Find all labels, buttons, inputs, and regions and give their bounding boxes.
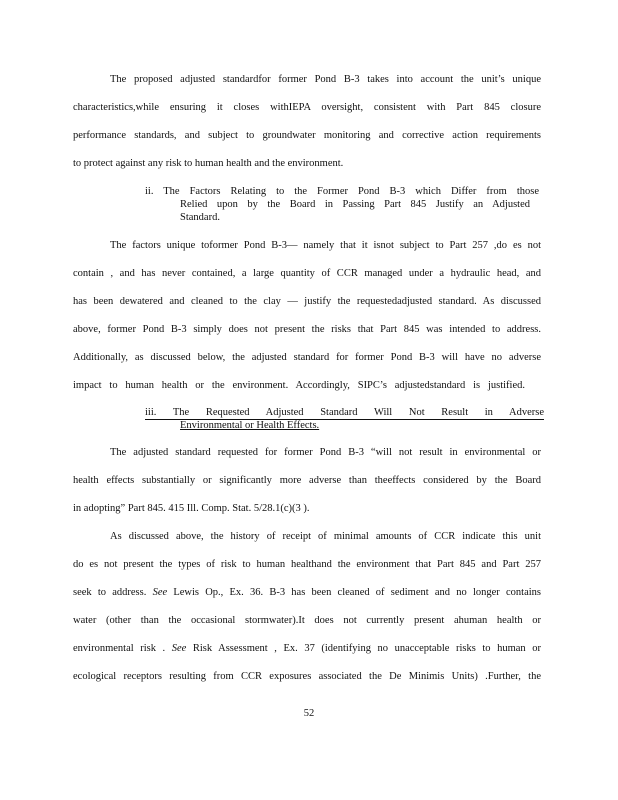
section-heading-iii-text: iii. The Requested Adjusted Standard Will Not Result in Adverse <box>145 407 544 418</box>
paragraph-1-line: characteristics,while ensuring it closes withIEPA oversight, consistent with Part 845 closure <box>73 102 541 113</box>
paragraph-2-line: impact to human health or the environment. Accordingly, SIPC’s adjustedstandard is justified. <box>73 380 525 391</box>
paragraph-2-line: has been dewatered and cleaned to the clay — justify the requestedadjusted standard. As discussed <box>73 296 541 307</box>
paragraph-2-line: The factors unique toformer Pond B-3— namely that it isnot subject to Part 257 ,do es not <box>110 240 541 251</box>
section-heading-iii: Environmental or Health Effects. <box>180 420 320 431</box>
section-heading-iii <box>145 407 544 420</box>
paragraph-4-line: seek to address. See Lewis Op., Ex. 36. B-3 has been cleaned of sediment and no longer contains <box>73 587 541 598</box>
section-heading-ii: ii. The Factors Relating to the Former Pond B-3 which Differ from those <box>145 186 539 197</box>
paragraph-4-line: ecological receptors resulting from CCR exposures associated the De Minimis Units) .Further, the <box>73 671 541 682</box>
paragraph-3-line: health effects substantially or significantly more adverse than theeffects considered by the Board <box>73 475 541 486</box>
paragraph-4-line: water (other than the occasional stormwater).It does not currently present ahuman health or <box>73 615 541 626</box>
section-heading-ii: Relied upon by the Board in Passing Part 845 Justify an Adjusted <box>180 199 530 210</box>
paragraph-1-line: The proposed adjusted standardfor former Pond B-3 takes into account the unit’s unique <box>110 74 541 85</box>
page-number: 52 <box>303 708 315 719</box>
paragraph-3-line: in adopting” Part 845. 415 Ill. Comp. Stat. 5/28.1(c)(3 ). <box>73 503 310 514</box>
paragraph-1-line: performance standards, and subject to groundwater monitoring and corrective action requirements <box>73 130 541 141</box>
paragraph-2-line: Additionally, as discussed below, the adjusted standard for former Pond B-3 will have no adverse <box>73 352 541 363</box>
paragraph-4-line: As discussed above, the history of receipt of minimal amounts of CCR indicate this unit <box>110 531 541 542</box>
paragraph-4-line: do es not present the types of risk to human healthand the environment that Part 845 and Part 257 <box>73 559 541 570</box>
paragraph-4-line: environmental risk . See Risk Assessment , Ex. 37 (identifying no unacceptable risks to human or <box>73 643 541 654</box>
section-heading-ii: Standard. <box>180 212 220 223</box>
paragraph-3-line: The adjusted standard requested for former Pond B-3 “will not result in environmental or <box>110 447 541 458</box>
paragraph-1-line: to protect against any risk to human health and the environment. <box>73 158 344 169</box>
paragraph-2-line: above, former Pond B-3 simply does not present the risks that Part 845 was intended to address. <box>73 324 541 335</box>
paragraph-2-line: contain , and has never contained, a large quantity of CCR managed under a hydraulic head, and <box>73 268 541 279</box>
